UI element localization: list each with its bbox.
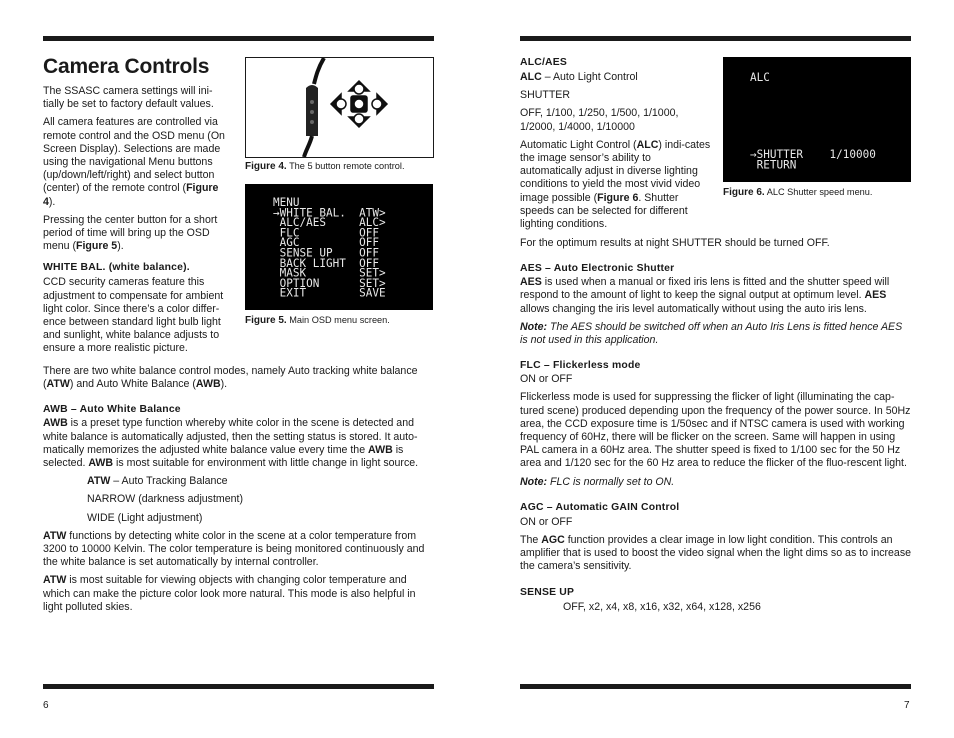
white-bal-text: CCD security cameras feature this adjustment to compensate for ambient light color. Since there’s a color differ-ence between standard light bulb light and sunlight, white balance adjusts to ensure a more realistic picture. [43, 276, 224, 355]
shutter-values: OFF, 1/100, 1/250, 1/500, 1/1000, 1/2000, 1/4000, 1/10000 [520, 107, 679, 133]
agc-paragraph: The AGC function provides a clear image in low light condition. This controls an amplifier that is used to boost the video signal when the light dims so as to increase the camera’s sensitivity. [520, 534, 912, 573]
page-number-left: 6 [43, 700, 49, 711]
sense-up-heading: SENSE UP [520, 586, 575, 598]
osd-alc-title: ALC [750, 70, 770, 85]
night-note: For the optimum results at night SHUTTER should be turned OFF. [520, 237, 830, 249]
figure-4-ref: Figure 4 [43, 182, 219, 208]
bottom-rule-right [520, 684, 911, 689]
alc-line: ALC – Auto Light Control [520, 71, 638, 83]
atw-list-item: ATW – Auto Tracking Balance [87, 475, 228, 488]
figure-4-remote [245, 57, 434, 158]
sense-up-values: OFF, x2, x4, x8, x16, x32, x64, x128, x256 [563, 600, 761, 613]
aes-heading: AES – Auto Electronic Shutter [520, 263, 675, 275]
white-bal-heading: WHITE BAL. (white balance). [43, 262, 190, 274]
alc-paragraph: Automatic Light Control (ALC) indi-cates the image sensor’s ability to automatically adjust in diverse lighting conditions to yield the most vivid video image possible (Figure 6. Shutter speeds can be selected for different lighting conditions. [520, 138, 711, 231]
aes-note: Note: The AES should be switched off when an Auto Iris Lens is fitted hence AES is not used in this application. [520, 320, 903, 347]
agc-onoff: ON or OFF [520, 515, 573, 528]
alc-aes-heading: ALC/AES [520, 57, 568, 68]
top-rule-left [43, 36, 434, 41]
flc-paragraph: Flickerless mode is used for suppressing the flicker of light (illuminating the cap-tured scene) produced depending upon the frequency of the power source. In 50Hz area, the CCD exposure time is 1/50sec and if NTSC camera is used with working frequency of 60Hz, there will be flicker on the screen. Same will happen in using PAL camera in a 60Hz area. The shutter speed is fixed to 1/100 sec for the 50 Hz area and 1/120 sec for the 60 Hz area to reduce the flicker of the fluo-rescent light. [520, 391, 911, 470]
flc-heading: FLC – Flickerless mode [520, 360, 641, 372]
agc-heading: AGC – Automatic GAIN Control [520, 501, 680, 513]
left-lower-column [43, 365, 434, 614]
osd-menu-text: MENU →WHITE BAL. ATW> ALC/AES ALC> FLC OFF AGC OFF SENSE UP OFF BACK LIGHT OFF MASK SET> OPTION SET> EXIT SAVE [273, 195, 386, 300]
bottom-rule-left [43, 684, 434, 689]
page-title: Camera Controls [43, 55, 210, 78]
top-rule-right [520, 36, 911, 41]
intro-column [43, 85, 231, 356]
aes-paragraph: AES is used when a manual or fixed iris lens is fitted and the shutter speed will respond to the amount of light to keep the signal output at optimum level. AES allows changing the iris level automatically without using the auto iris lens. [520, 276, 890, 315]
two-modes-paragraph: There are two white balance control modes, namely Auto tracking white balance (ATW) and Auto White Balance (AWB). [43, 365, 418, 391]
wide-list-item: WIDE (Light adjustment) [87, 511, 203, 524]
osd-alc-lines: →SHUTTER 1/10000 RETURN [750, 147, 876, 172]
remote-control-illustration [246, 58, 433, 157]
figure-5-ref: Figure 5 [75, 240, 118, 253]
shutter-label: SHUTTER [520, 89, 571, 102]
figure-6-osd-screen [723, 57, 911, 182]
figure-5-osd-screen [245, 184, 433, 310]
figure-6-caption: Figure 6. ALC Shutter speed menu. [723, 187, 873, 198]
intro-paragraph-1: The SSASC camera settings will ini-tially be set to factory default values. [43, 85, 214, 111]
page-number-right: 7 [904, 700, 910, 711]
figure-5-caption: Figure 5. Main OSD menu screen. [245, 315, 390, 326]
intro-paragraph-2: All camera features are controlled via remote control and the OSD menu (On Screen Display). Selections are made using the navigational Menu buttons (up/down/left/right) and select button (center) of the remote control (Figure 4). [43, 116, 225, 208]
awb-heading: AWB – Auto White Balance [43, 404, 181, 416]
flc-note: Note: FLC is normally set to ON. [520, 475, 675, 488]
atw-paragraph-2: ATW is most suitable for viewing objects with changing color temperature and which can make the picture color look more natural. This mode is also helpful in light polluted skies. [43, 574, 416, 613]
right-lower-column [520, 237, 911, 614]
alc-column [520, 57, 712, 231]
narrow-list-item: NARROW (darkness adjustment) [87, 493, 244, 506]
flc-onoff: ON or OFF [520, 373, 573, 386]
figure-4-caption: Figure 4. The 5 button remote control. [245, 161, 405, 172]
intro-paragraph-3: Pressing the center button for a short period of time will bring up the OSD menu (Figure 5). [43, 213, 218, 253]
awb-paragraph: AWB is a preset type function whereby white color in the scene is detected and white balance is automatically adjusted, then the setting status is stored. It auto-matically memorizes the adjusted white balance value every time the AWB is selected. AWB is most suitable for environment with little change in light source. [43, 417, 419, 470]
atw-paragraph-1: ATW functions by detecting white color in the scene at a color temperature from 3200 to 10000 Kelvin. The color temperature is being monitored continuously and the white balance is set automatically by internal controller. [43, 529, 425, 569]
